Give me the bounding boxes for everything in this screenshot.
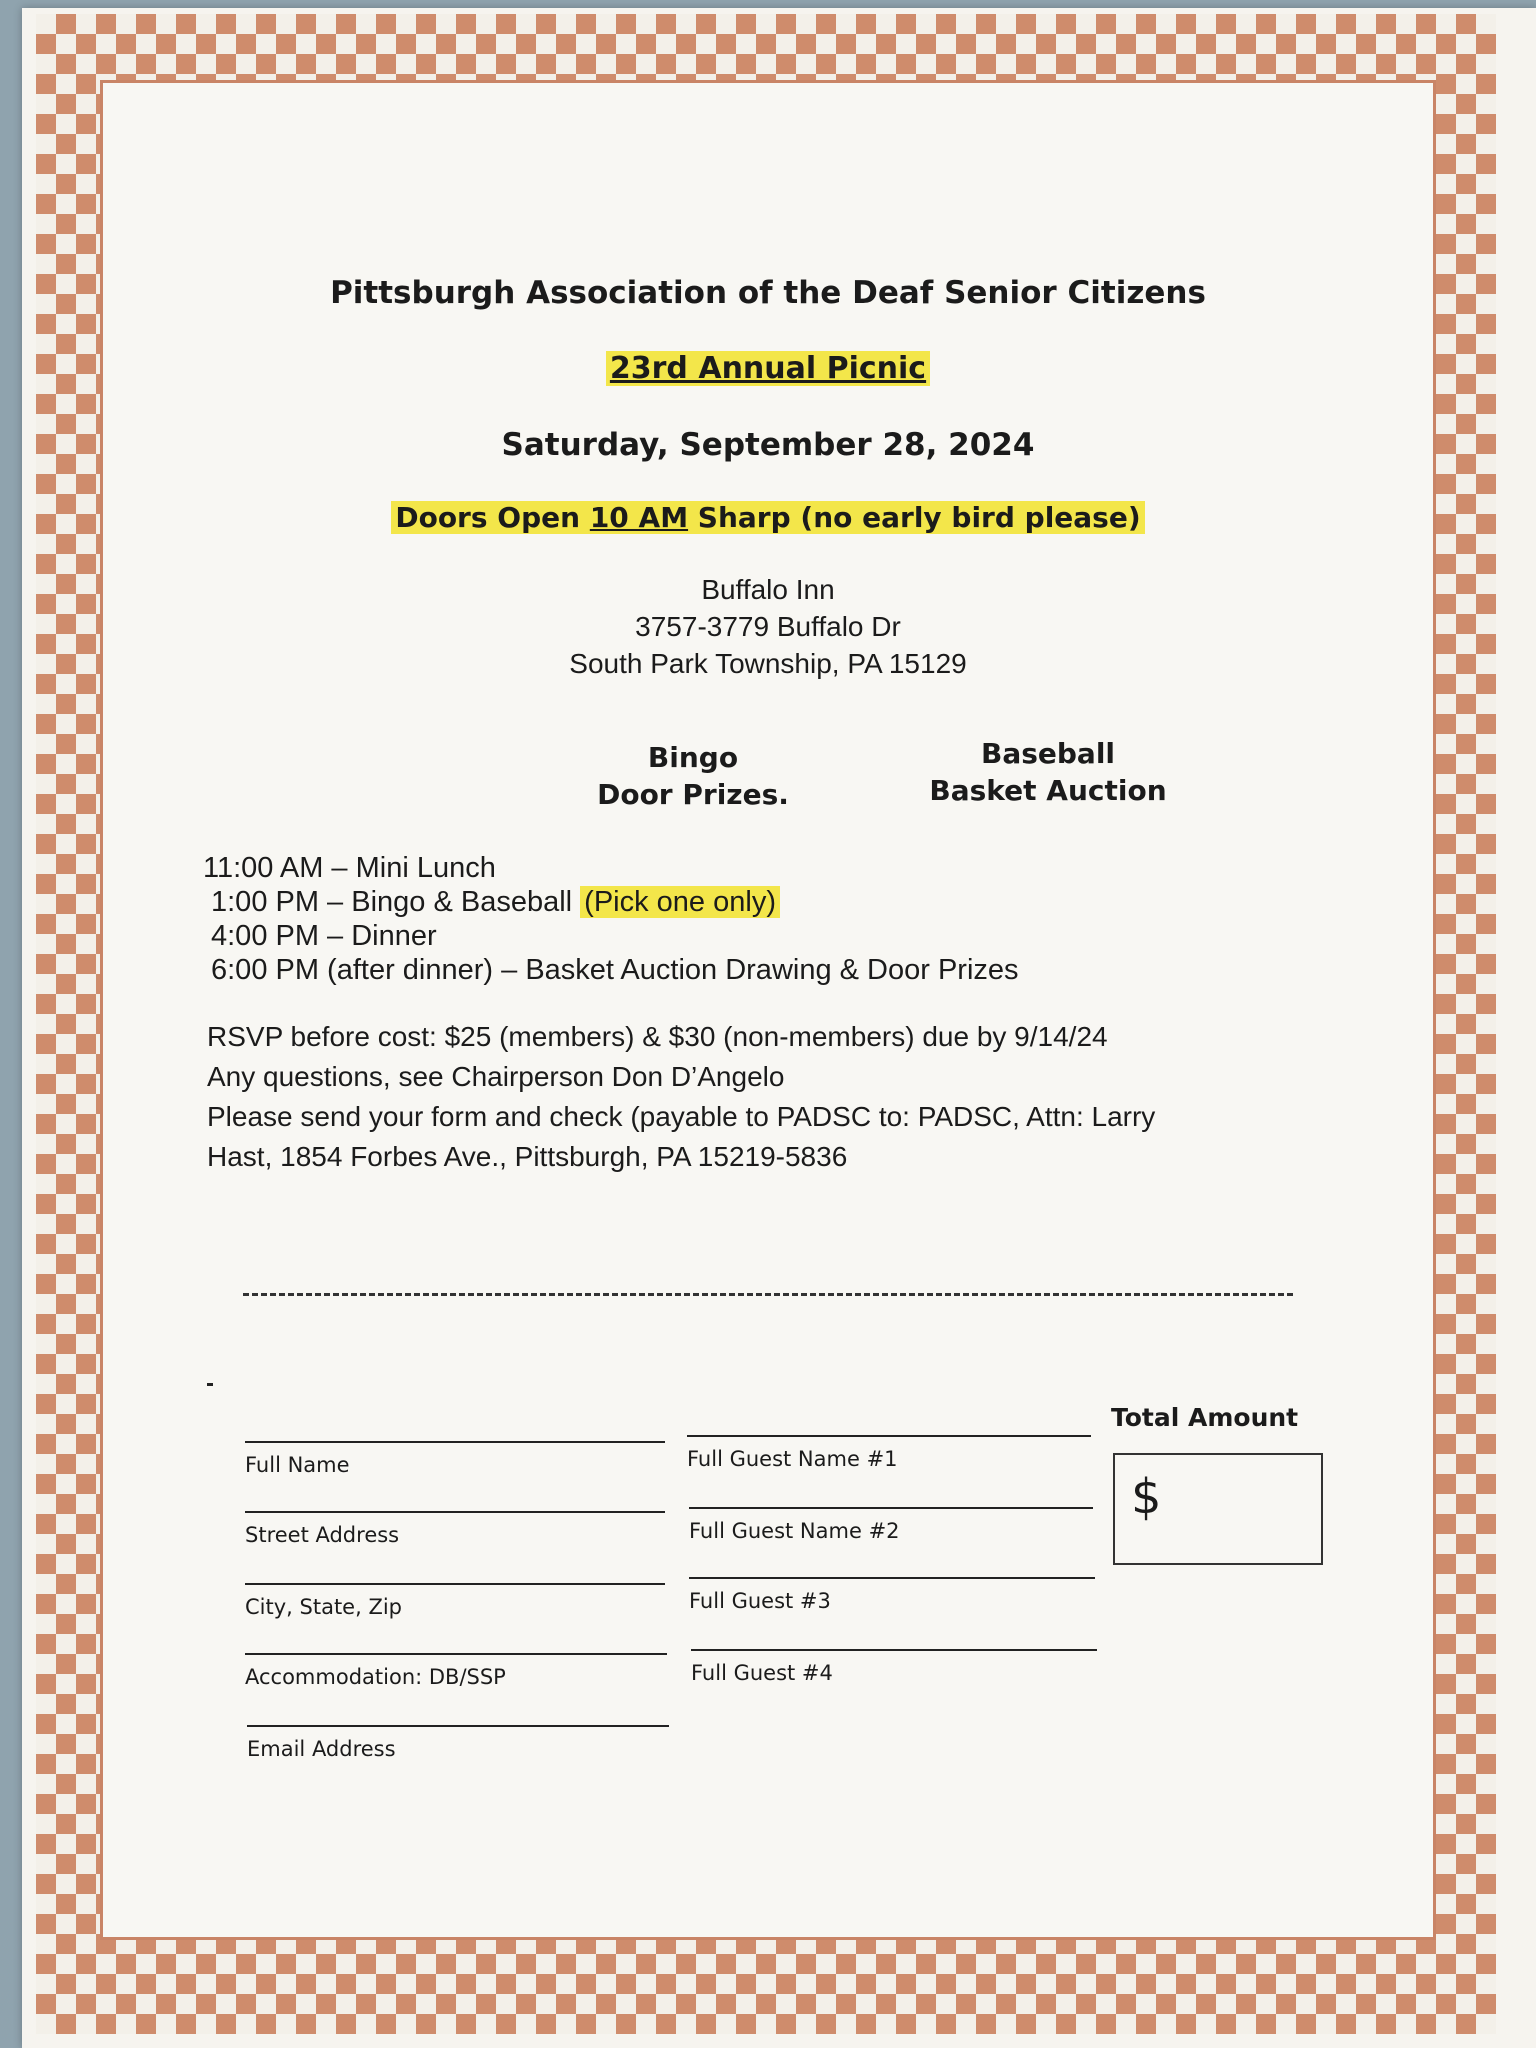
venue-city: South Park Township, PA 15129 <box>569 648 967 679</box>
doors-open-highlight <box>391 501 1144 534</box>
guest-name-1-label: Full Guest Name #1 <box>687 1447 898 1471</box>
schedule-note-highlight: (Pick one only) <box>580 886 780 918</box>
schedule-item: 6:00 PM (after dinner) – Basket Auction Drawing & Door Prizes <box>211 954 1019 986</box>
event-name-highlight: 23rd Annual Picnic <box>606 351 930 386</box>
guest-name-2-label: Full Guest Name #2 <box>689 1519 900 1543</box>
guest-4-label: Full Guest #4 <box>691 1661 833 1685</box>
schedule-item <box>203 885 1019 919</box>
rsvp-cost: RSVP before cost: $25 (members) & $30 (non-members) due by 9/14/24 <box>207 1021 1108 1052</box>
doors-suffix: Sharp (no early bird please) <box>688 501 1141 534</box>
activities-left <box>543 739 843 813</box>
activities-right <box>893 735 1203 809</box>
doors-open <box>103 501 1433 534</box>
chairperson: Any questions, see Chairperson Don D’Angelo <box>207 1061 785 1092</box>
email-address-field[interactable] <box>247 1725 669 1761</box>
guest-4-field[interactable] <box>691 1649 1097 1685</box>
activity-baseball: Baseball <box>980 737 1116 770</box>
full-name-field[interactable] <box>245 1441 665 1477</box>
city-state-zip-label: City, State, Zip <box>245 1595 402 1619</box>
cut-line <box>243 1293 1293 1296</box>
guest-3-field[interactable] <box>689 1577 1095 1613</box>
accommodation-label: Accommodation: DB/SSP <box>245 1665 506 1689</box>
total-amount-label: Total Amount <box>1111 1403 1299 1432</box>
schedule-item-text: 1:00 PM – Bingo & Baseball <box>211 886 581 918</box>
venue-street: 3757-3779 Buffalo Dr <box>635 611 901 642</box>
guest-name-2-field[interactable] <box>689 1507 1093 1543</box>
doors-prefix: Doors Open <box>395 501 590 534</box>
activity-door-prizes: Door Prizes. <box>597 778 789 811</box>
activity-bingo: Bingo <box>647 741 739 774</box>
schedule <box>203 851 1019 987</box>
email-address-label: Email Address <box>247 1737 396 1761</box>
event-name <box>103 351 1433 386</box>
mail-address: Hast, 1854 Forbes Ave., Pittsburgh, PA 15219-5836 <box>207 1141 848 1172</box>
doors-time: 10 AM <box>589 501 689 534</box>
city-state-zip-field[interactable] <box>245 1583 665 1619</box>
rsvp-info <box>207 1017 1155 1177</box>
organization-title: Pittsburgh Association of the Deaf Senior Citizens <box>330 275 1206 311</box>
schedule-item: 4:00 PM – Dinner <box>211 920 437 952</box>
venue-address <box>103 571 1433 682</box>
schedule-item: 11:00 AM – Mini Lunch <box>203 852 496 884</box>
dollar-sign: $ <box>1131 1469 1162 1525</box>
stray-mark <box>207 1383 213 1386</box>
activity-basket-auction: Basket Auction <box>929 774 1167 807</box>
flyer-content <box>100 80 1436 1940</box>
street-address-field[interactable] <box>245 1511 665 1547</box>
mail-instructions: Please send your form and check (payable to PADSC to: PADSC, Attn: Larry <box>207 1101 1156 1132</box>
total-amount-box[interactable] <box>1113 1453 1323 1565</box>
guest-name-1-field[interactable] <box>687 1435 1091 1471</box>
guest-3-label: Full Guest #3 <box>689 1589 831 1613</box>
accommodation-field[interactable] <box>245 1653 667 1689</box>
street-address-label: Street Address <box>245 1523 400 1547</box>
venue-name: Buffalo Inn <box>701 574 835 605</box>
event-date: Saturday, September 28, 2024 <box>501 427 1035 463</box>
full-name-label: Full Name <box>245 1453 350 1477</box>
